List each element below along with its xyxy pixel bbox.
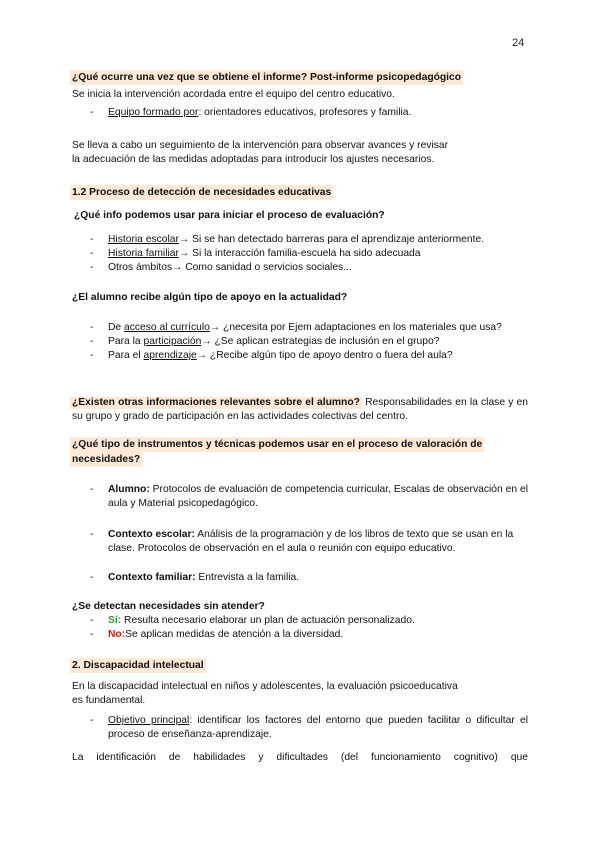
list-item: - Para el aprendizaje→ ¿Recibe algún tipo de apoyo dentro o fuera del aula? [90,350,453,361]
info-question: ¿Qué info podemos usar para iniciar el proceso de evaluación? [74,210,385,221]
list-item: - Para la participación→ ¿Se aplican estrategias de inclusión en el grupo? [90,336,440,347]
deteccion-heading: 1.2 Proceso de detección de necesidades educativas [72,187,332,198]
objetivo-list [90,714,528,742]
seguimiento-paragraph: Se lleva a cabo un seguimiento de la intervención para observar avances y revisar la adecuación de las medidas adoptadas para introducir los ajustes necesarios. [72,140,449,165]
otras-informaciones-paragraph: ¿Existen otras informaciones relevantes sobre el alumno? Responsabilidades en la clase y en su grupo y grado de participación en las actividades colectivas del centro. [72,397,528,422]
post-informe-list [90,106,528,120]
post-informe-intro: Se inicia la intervención acordada entre el equipo del centro educativo. [72,89,395,100]
post-informe-heading: ¿Qué ocurre una vez que se obtiene el informe? Post-informe psicopedagógico [72,72,462,83]
identificacion-paragraph: La identificación de habilidades y dificultades (del funcionamiento cognitivo) que [72,752,528,763]
list-item: - Historia familiar→ Si la interacción familia-escuela ha sido adecuada [90,248,421,259]
list-item: - Contexto escolar: Análisis de la programación y de los libros de texto que se usan en la clase. Protocolos de observación en el aula o reunión con equipo educativo. [90,529,514,554]
instrumentos-list-2 [90,528,528,556]
list-item: - Alumno: Protocolos de evaluación de competencia curricular, Escalas de observación en el aula y Material psicopedagógico. [90,484,528,509]
discapacidad-intro: En la discapacidad intelectual en niños y adolescentes, la evaluación psicoeducativa es fundamental. [72,681,458,706]
necesidades-list [90,614,528,642]
page-number: 24 [512,37,525,49]
list-item: - Contexto familiar: Entrevista a la familia. [90,572,300,583]
list-item: - Otros ámbitos→ Como sanidad o servicios sociales... [90,262,352,273]
instrumentos-list [90,483,528,511]
list-item: - Sí: Resulta necesario elaborar un plan de actuación personalizado. [90,615,415,626]
instrumentos-list-3 [90,571,528,585]
apoyo-question: ¿El alumno recibe algún tipo de apoyo en la actualidad? [72,292,348,303]
discapacidad-heading: 2. Discapacidad intelectual [72,660,204,671]
list-item: - No:Se aplican medidas de atención a la diversidad. [90,629,344,640]
instrumentos-question: ¿Qué tipo de instrumentos y técnicas podemos usar en el proceso de valoración de necesidades? [72,439,483,465]
list-item: - De acceso al currículo→ ¿necesita por Ejem adaptaciones en los materiales que usa? [90,322,502,333]
info-list [90,233,528,275]
necesidades-question: ¿Se detectan necesidades sin atender? [72,601,265,612]
list-item: - Historia escolar→ Si se han detectado barreras para el aprendizaje anteriormente. [90,234,485,245]
list-item: - Equipo formado por: orientadores educativos, profesores y familia. [90,107,412,118]
apoyo-list [90,321,528,363]
list-item: - Objetivo principal: identificar los factores del entorno que pueden facilitar o dificultar el proceso de enseñanza-aprendizaje. [90,715,528,740]
